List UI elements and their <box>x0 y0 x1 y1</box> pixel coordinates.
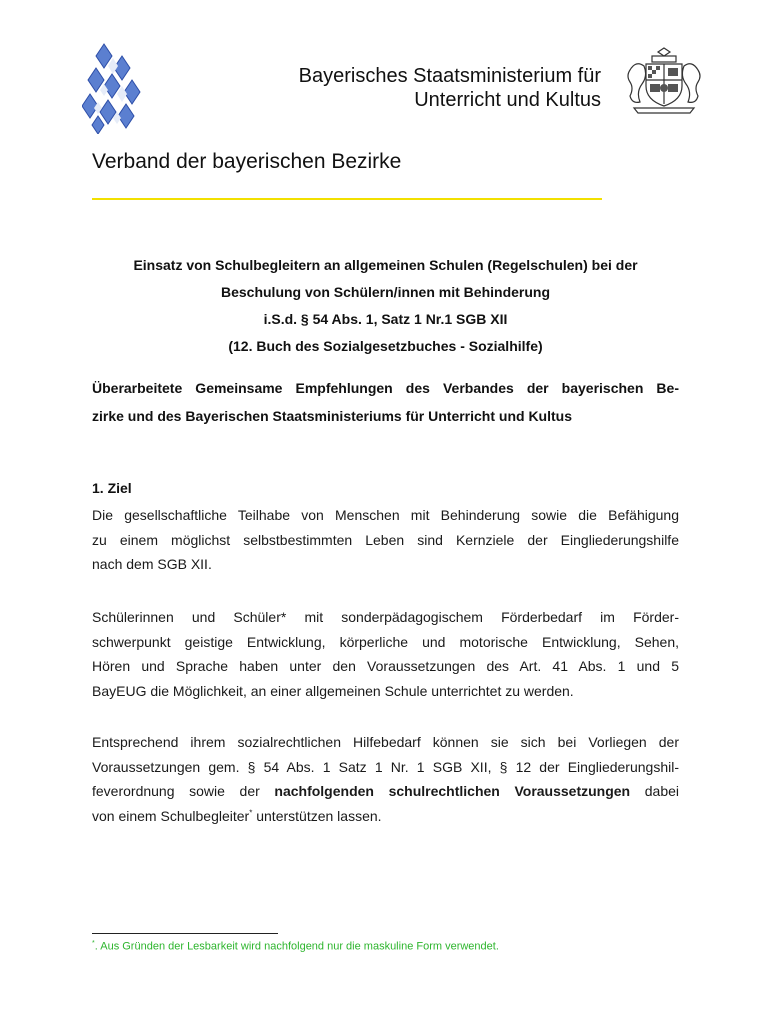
paragraph-line <box>92 779 679 804</box>
footnote-marker: * <box>92 940 95 947</box>
footnote <box>92 940 499 953</box>
paragraph-line: BayEUG die Möglichkeit, an einer allgemeinen Schule unterrichtet zu werden. <box>92 682 574 699</box>
title-line-2: Beschulung von Schülern/innen mit Behinderung <box>220 284 551 300</box>
paragraph-line: zu einem möglichst selbstbestimmten Leben sind Kernziele der Eingliederungshilfe <box>92 531 679 548</box>
text-run: dabei <box>630 783 680 799</box>
paragraph-line: Die gesellschaftliche Teilhabe von Menschen mit Behinderung sowie die Befähigung <box>92 507 679 523</box>
paragraph-line <box>92 804 679 829</box>
paragraph-line: schwerpunkt geistige Entwicklung, körperliche und motorische Entwicklung, Sehen, <box>92 633 679 650</box>
paragraph-1 <box>92 503 679 577</box>
paragraph-3 <box>92 730 679 828</box>
title-line-3: i.S.d. § 54 Abs. 1, Satz 1 Nr.1 SGB XII <box>263 311 508 327</box>
subtitle-line-1: Überarbeitete Gemeinsame Empfehlungen des Verbandes der bayerischen Be- <box>92 380 679 396</box>
header-rule <box>92 198 602 200</box>
paragraph-line: Entsprechend ihrem sozialrechtlichen Hilfebedarf können sie sich bei Vorliegen der <box>92 734 679 750</box>
footnote-rule <box>92 933 278 934</box>
paragraph-line: Schülerinnen und Schüler* mit sonderpädagogischem Förderbedarf im Förder- <box>92 609 679 625</box>
footnote-text: . Aus Gründen der Lesbarkeit wird nachfolgend nur die maskuline Form verwendet. <box>94 940 499 953</box>
coat-of-arms-icon <box>624 44 704 116</box>
footnote-marker: * <box>249 807 253 817</box>
document-title <box>92 252 679 360</box>
paragraph-2 <box>92 605 679 703</box>
paragraph-line: Voraussetzungen gem. § 54 Abs. 1 Satz 1 Nr. 1 SGB XII, § 12 der Eingliederungshil- <box>92 758 679 775</box>
paragraph-line: nach dem SGB XII. <box>92 556 212 572</box>
ministry-line-2: Unterricht und Kultus <box>414 89 601 111</box>
text-run: von einem Schulbegleiter <box>92 807 250 824</box>
ministry-line-1: Bayerisches Staatsministerium für <box>298 65 601 87</box>
title-line-4: (12. Buch des Sozialgesetzbuches - Sozialhilfe) <box>228 338 543 354</box>
ministry-name <box>283 64 601 112</box>
bavarian-diamonds-logo-icon <box>82 42 146 134</box>
subtitle-line-2: zirke und des Bayerischen Staatsministeriums für Unterricht und Kultus <box>92 408 572 424</box>
title-line-1: Einsatz von Schulbegleitern an allgemeinen Schulen (Regelschulen) bei der <box>133 257 638 273</box>
section-heading: 1. Ziel <box>92 480 132 496</box>
paragraph-line: Hören und Sprache haben unter den Voraussetzungen des Art. 41 Abs. 1 und 5 <box>92 658 679 674</box>
text-run: feverordnung sowie der <box>92 783 275 799</box>
document-subtitle <box>92 374 679 430</box>
text-run: unterstützen lassen. <box>252 807 382 824</box>
bold-text: nachfolgenden schulrechtlichen Voraussetzungen <box>274 783 631 799</box>
association-name: Verband der bayerischen Bezirke <box>92 150 402 173</box>
